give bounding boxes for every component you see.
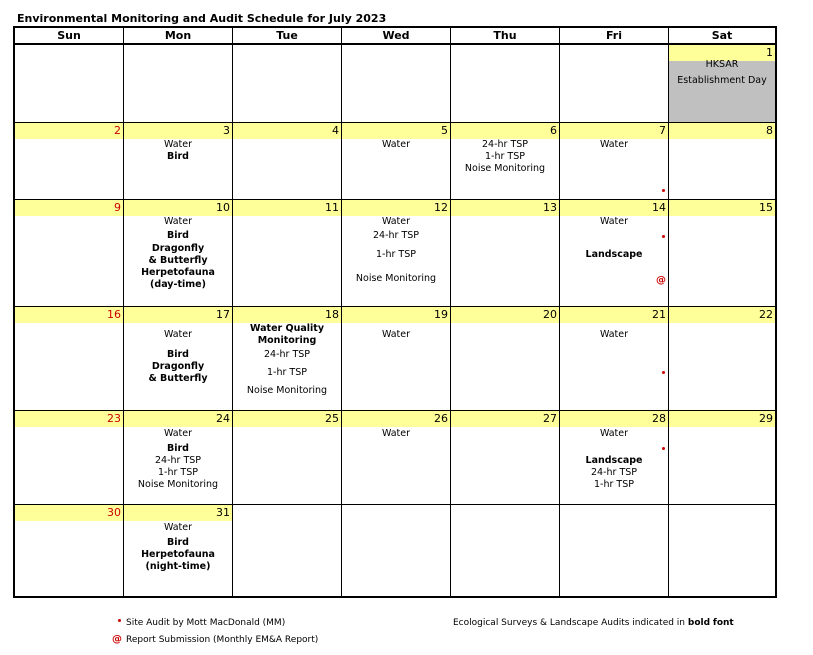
schedule-entry: Water bbox=[599, 329, 629, 340]
schedule-entry: 24-hr TSP bbox=[372, 230, 420, 241]
day-number: 2 bbox=[114, 124, 121, 137]
day-cell-12 bbox=[342, 200, 451, 307]
day-number: 17 bbox=[216, 308, 230, 321]
day-number: 6 bbox=[550, 124, 557, 137]
schedule-entry: Water bbox=[163, 216, 193, 227]
day-cell-21 bbox=[560, 307, 669, 411]
day-number: 9 bbox=[114, 201, 121, 214]
day-cell-19 bbox=[342, 307, 451, 411]
schedule-entry: Water bbox=[163, 428, 193, 439]
day-number: 19 bbox=[434, 308, 448, 321]
schedule-entry: Water bbox=[163, 329, 193, 340]
day-number: 18 bbox=[325, 308, 339, 321]
day-number: 24 bbox=[216, 412, 230, 425]
schedule-entry: Noise Monitoring bbox=[246, 385, 328, 396]
schedule-entry: Water Quality bbox=[249, 323, 325, 334]
day-cell-10 bbox=[124, 200, 233, 307]
schedule-entry: 24-hr TSP bbox=[481, 139, 529, 150]
date-band bbox=[233, 123, 341, 139]
site-audit-marker bbox=[662, 447, 665, 450]
day-cell-18 bbox=[233, 307, 342, 411]
site-audit-legend-dot bbox=[118, 619, 121, 622]
weekday-wed: Wed bbox=[342, 28, 451, 43]
day-cell-17 bbox=[124, 307, 233, 411]
schedule-entry: Landscape bbox=[585, 249, 643, 260]
schedule-entry: Water bbox=[381, 216, 411, 227]
schedule-entry: Noise Monitoring bbox=[355, 273, 437, 284]
empty-cell bbox=[342, 45, 451, 123]
schedule-entry: 1-hr TSP bbox=[485, 151, 525, 162]
day-number: 1 bbox=[766, 46, 773, 59]
report-legend-icon: @ bbox=[112, 634, 122, 645]
schedule-entry: Water bbox=[599, 216, 629, 227]
note-bold: bold bbox=[687, 618, 711, 628]
day-number: 12 bbox=[434, 201, 448, 214]
day-number: 26 bbox=[434, 412, 448, 425]
day-cell-4 bbox=[233, 123, 342, 200]
schedule-entry: 24-hr TSP bbox=[263, 349, 311, 360]
schedule-entry: Bird bbox=[167, 151, 189, 162]
date-band bbox=[342, 123, 450, 139]
day-cell-22 bbox=[669, 307, 775, 411]
schedule-entry: 1-hr TSP bbox=[158, 467, 198, 478]
schedule-entry: Bird bbox=[167, 443, 189, 454]
day-number: 25 bbox=[325, 412, 339, 425]
schedule-entry: Water bbox=[163, 139, 193, 150]
holiday-label: Establishment Day bbox=[677, 75, 767, 86]
day-number: 23 bbox=[107, 412, 121, 425]
schedule-entry: Noise Monitoring bbox=[464, 163, 546, 174]
day-number: 20 bbox=[543, 308, 557, 321]
day-cell-15 bbox=[669, 200, 775, 307]
weekday-sun: Sun bbox=[15, 28, 124, 43]
site-audit-marker bbox=[662, 189, 665, 192]
legend-site-audit: Site Audit by Mott MacDonald (MM) bbox=[126, 618, 286, 628]
schedule-entry: & Butterfly bbox=[148, 255, 208, 266]
date-band bbox=[15, 123, 123, 139]
schedule-entry: Dragonfly bbox=[151, 361, 205, 372]
site-audit-marker bbox=[662, 371, 665, 374]
empty-cell bbox=[15, 45, 124, 123]
legend-bold-note bbox=[453, 617, 734, 629]
schedule-entry: Water bbox=[163, 522, 193, 533]
day-cell-25 bbox=[233, 411, 342, 505]
day-number: 14 bbox=[652, 201, 666, 214]
date-band bbox=[15, 200, 123, 216]
empty-cell bbox=[342, 505, 451, 598]
schedule-entry: Monitoring bbox=[257, 335, 317, 346]
schedule-entry: Water bbox=[599, 139, 629, 150]
schedule-entry: Dragonfly bbox=[151, 243, 205, 254]
day-cell-3 bbox=[124, 123, 233, 200]
site-audit-marker bbox=[662, 235, 665, 238]
day-cell-31 bbox=[124, 505, 233, 598]
holiday-label: HKSAR bbox=[705, 59, 739, 70]
day-number: 8 bbox=[766, 124, 773, 137]
date-band bbox=[560, 123, 668, 139]
day-number: 13 bbox=[543, 201, 557, 214]
empty-cell bbox=[124, 45, 233, 123]
empty-cell bbox=[233, 45, 342, 123]
date-band bbox=[451, 123, 559, 139]
day-number: 21 bbox=[652, 308, 666, 321]
note-suffix: font bbox=[712, 618, 734, 628]
empty-cell bbox=[560, 45, 669, 123]
schedule-entry: Bird bbox=[167, 537, 189, 548]
day-cell-16 bbox=[15, 307, 124, 411]
day-cell-27 bbox=[451, 411, 560, 505]
schedule-entry: & Butterfly bbox=[148, 373, 208, 384]
day-number: 5 bbox=[441, 124, 448, 137]
empty-cell bbox=[451, 505, 560, 598]
weekday-header bbox=[15, 28, 775, 45]
date-band bbox=[669, 123, 775, 139]
schedule-entry: Bird bbox=[167, 230, 189, 241]
schedule-entry: (day-time) bbox=[150, 279, 206, 290]
legend-report: Report Submission (Monthly EM&A Report) bbox=[126, 635, 319, 645]
empty-cell bbox=[560, 505, 669, 598]
empty-cell bbox=[233, 505, 342, 598]
day-cell-28 bbox=[560, 411, 669, 505]
day-number: 22 bbox=[759, 308, 773, 321]
day-cell-11 bbox=[233, 200, 342, 307]
schedule-entry: 24-hr TSP bbox=[154, 455, 202, 466]
day-cell-7 bbox=[560, 123, 669, 200]
schedule-entry: 1-hr TSP bbox=[376, 249, 416, 260]
day-cell-24 bbox=[124, 411, 233, 505]
page-title: Environmental Monitoring and Audit Schedule for July 2023 bbox=[17, 12, 387, 25]
day-cell-26 bbox=[342, 411, 451, 505]
day-cell-8 bbox=[669, 123, 775, 200]
day-cell-29 bbox=[669, 411, 775, 505]
schedule-entry: 1-hr TSP bbox=[594, 479, 634, 490]
weekday-thu: Thu bbox=[451, 28, 560, 43]
weekday-tue: Tue bbox=[233, 28, 342, 43]
schedule-entry: Water bbox=[599, 428, 629, 439]
schedule-entry: Noise Monitoring bbox=[137, 479, 219, 490]
day-cell-14 bbox=[560, 200, 669, 307]
calendar-grid bbox=[13, 26, 777, 598]
empty-cell bbox=[451, 45, 560, 123]
weekday-mon: Mon bbox=[124, 28, 233, 43]
empty-cell bbox=[669, 505, 775, 598]
day-number: 29 bbox=[759, 412, 773, 425]
day-cell-1 bbox=[669, 45, 775, 123]
day-number: 15 bbox=[759, 201, 773, 214]
day-number: 28 bbox=[652, 412, 666, 425]
day-number: 31 bbox=[216, 506, 230, 519]
day-cell-9 bbox=[15, 200, 124, 307]
schedule-entry: (night-time) bbox=[145, 561, 211, 572]
date-band bbox=[124, 123, 232, 139]
day-number: 30 bbox=[107, 506, 121, 519]
day-cell-30 bbox=[15, 505, 124, 598]
schedule-entry: Herpetofauna bbox=[141, 549, 215, 560]
day-cell-13 bbox=[451, 200, 560, 307]
day-number: 11 bbox=[325, 201, 339, 214]
weekday-sat: Sat bbox=[711, 29, 733, 42]
weekday-fri: Fri bbox=[560, 28, 669, 43]
schedule-entry: 24-hr TSP bbox=[590, 467, 638, 478]
schedule-entry: Bird bbox=[167, 349, 189, 360]
schedule-entry: Herpetofauna bbox=[141, 267, 215, 278]
day-cell-5 bbox=[342, 123, 451, 200]
schedule-entry: 1-hr TSP bbox=[267, 367, 307, 378]
day-number: 4 bbox=[332, 124, 339, 137]
report-submission-marker: @ bbox=[656, 275, 666, 286]
schedule-entry: Landscape bbox=[585, 455, 643, 466]
day-cell-20 bbox=[451, 307, 560, 411]
schedule-entry: Water bbox=[381, 428, 411, 439]
day-cell-2 bbox=[15, 123, 124, 200]
day-number: 7 bbox=[659, 124, 666, 137]
schedule-entry: Water bbox=[381, 139, 411, 150]
day-number: 3 bbox=[223, 124, 230, 137]
day-cell-6 bbox=[451, 123, 560, 200]
schedule-entry: Water bbox=[381, 329, 411, 340]
day-number: 16 bbox=[107, 308, 121, 321]
day-number: 10 bbox=[216, 201, 230, 214]
day-number: 27 bbox=[543, 412, 557, 425]
day-cell-23 bbox=[15, 411, 124, 505]
note-prefix: Ecological Surveys & Landscape Audits indicated in bbox=[453, 618, 686, 628]
